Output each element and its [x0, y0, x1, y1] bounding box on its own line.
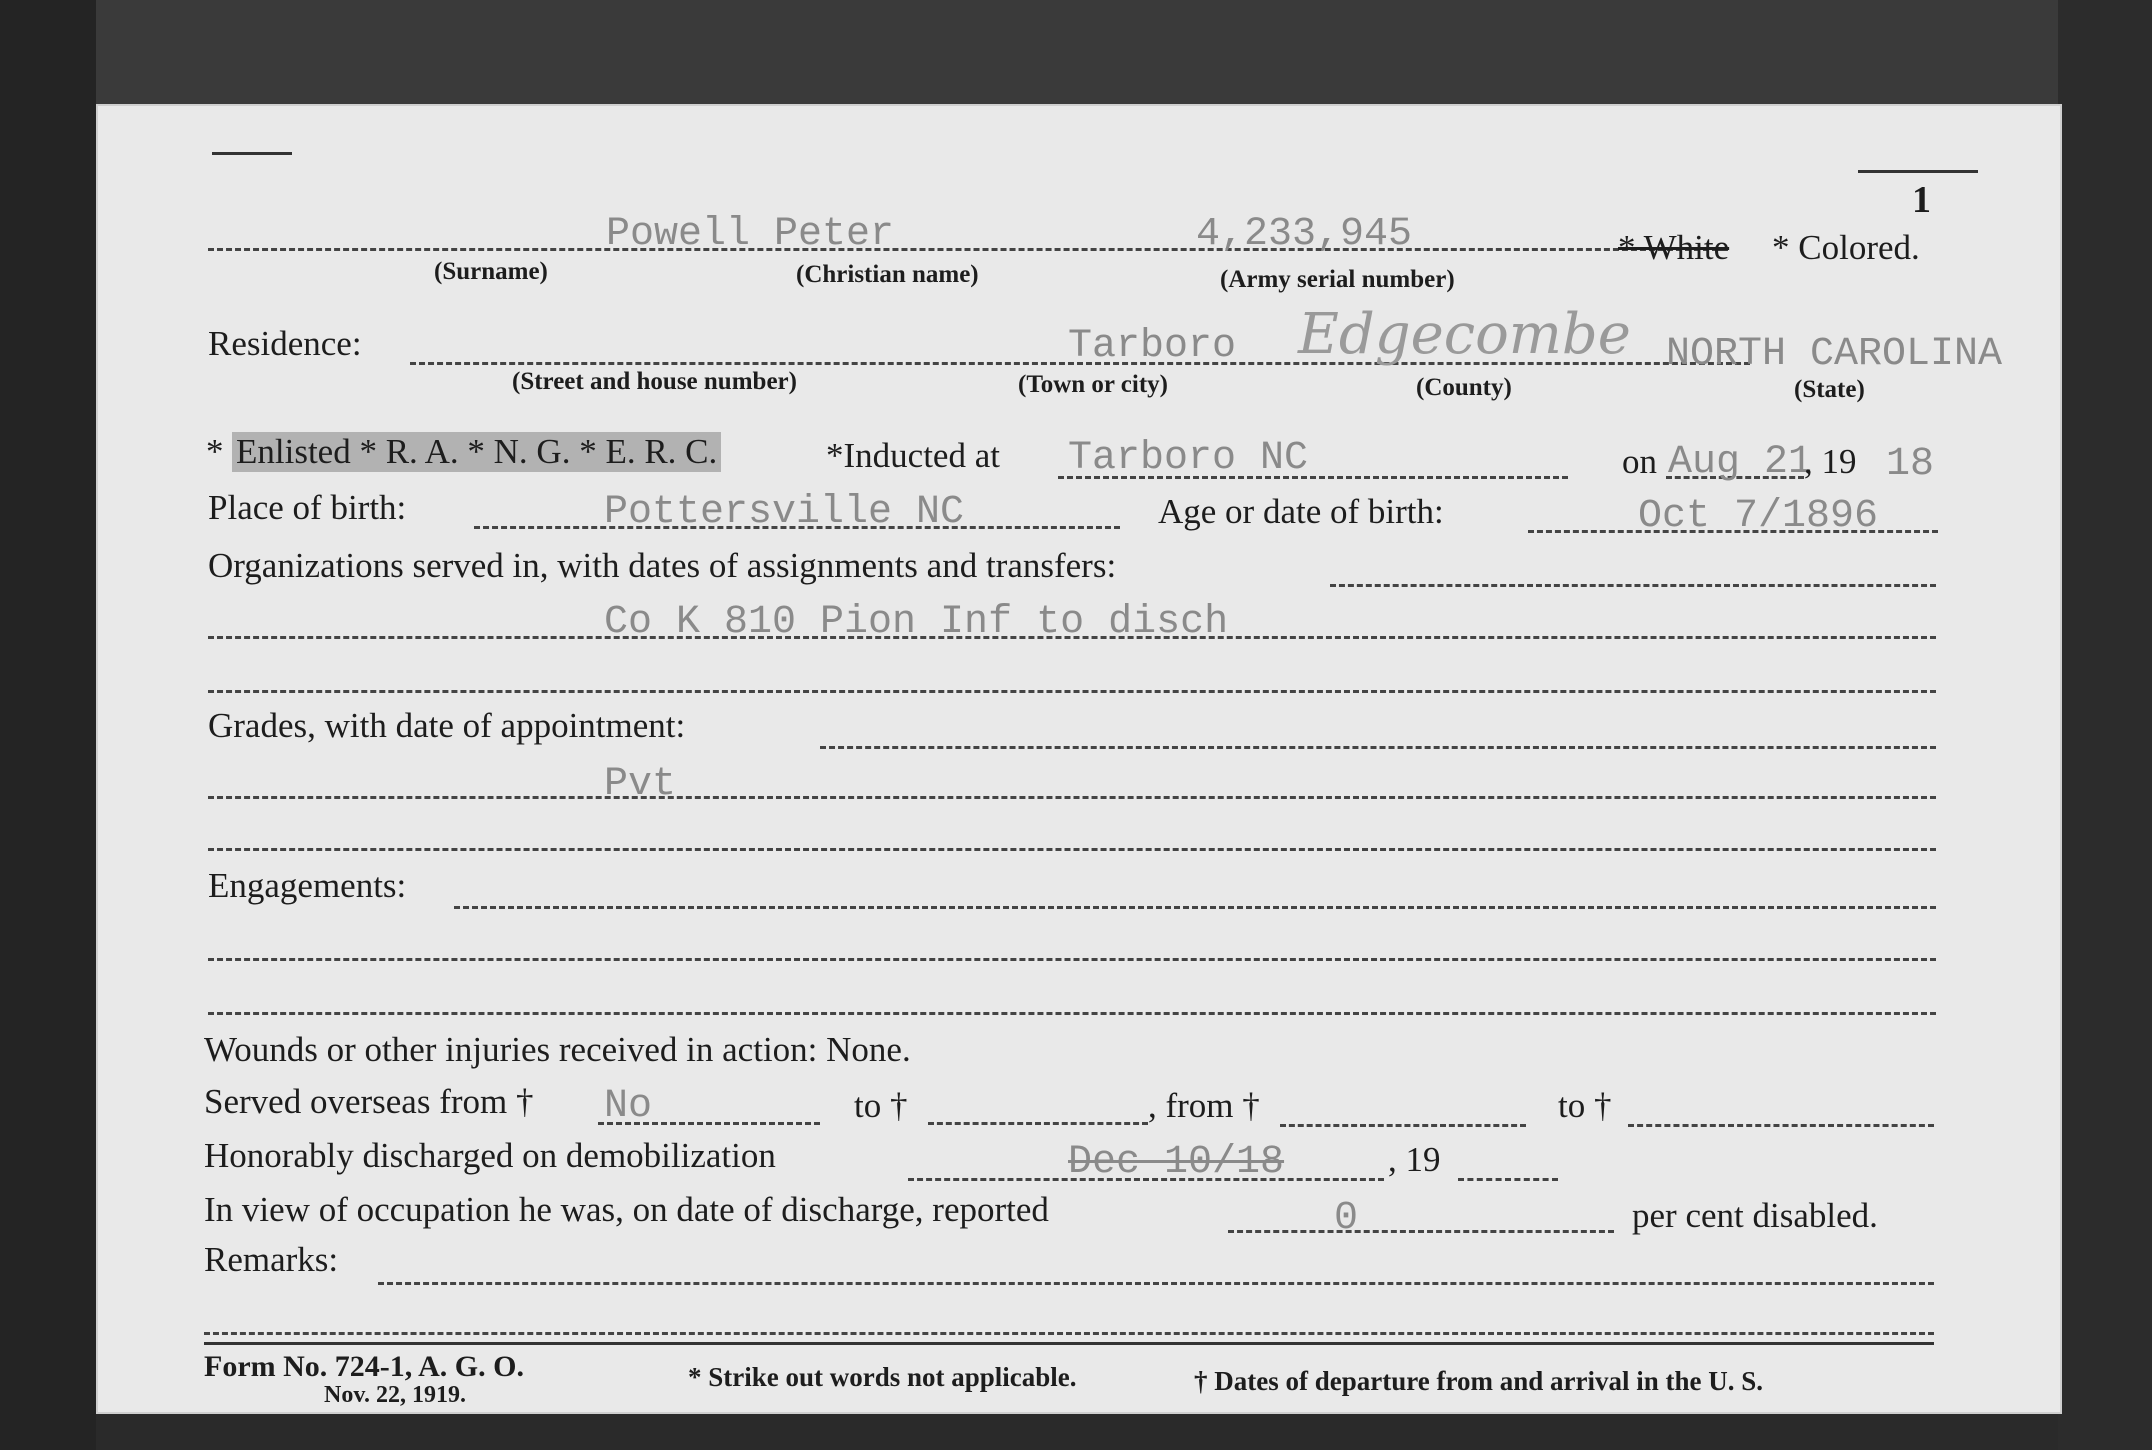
county-value: Edgecombe [1298, 302, 1631, 367]
grades-line-1 [820, 746, 1936, 749]
footnote-dates: † Dates of departure from and arrival in the U. S. [1194, 1366, 1763, 1396]
overseas-value: No [604, 1084, 653, 1129]
overseas-label: Served overseas from † [204, 1082, 534, 1121]
birth-place-label: Place of birth: [208, 488, 407, 527]
record-card [96, 104, 2062, 1414]
christian-name-caption: (Christian name) [796, 261, 979, 288]
wounds-label: Wounds or other injuries received in action: None. [204, 1030, 911, 1069]
serial-value: 4,233,945 [1196, 212, 1413, 257]
engagements-label: Engagements: [208, 866, 407, 905]
inducted-value: Tarboro NC [1068, 436, 1309, 481]
inducted-year-value: 18 [1886, 442, 1935, 487]
enlisted-prefix: * [206, 432, 224, 471]
remarks-line-1 [378, 1282, 1934, 1285]
name-line [208, 248, 1718, 251]
form-label: Form No. 724-1, A. G. O. [204, 1350, 524, 1383]
discharged-year-line [1458, 1178, 1558, 1181]
on-label: on [1622, 442, 1657, 481]
card-number: 1 [1912, 179, 1931, 221]
enlisted-options: Enlisted * R. A. * N. G. * E. R. C. [232, 432, 721, 472]
disabled-suffix: per cent disabled. [1632, 1196, 1878, 1235]
disabled-line [1228, 1230, 1614, 1233]
serial-caption: (Army serial number) [1220, 266, 1455, 293]
discharged-year: , 19 [1388, 1140, 1441, 1179]
overseas-to-line-2 [1628, 1124, 1934, 1127]
organizations-value: Co K 810 Pion Inf to disch [604, 600, 1229, 645]
discharged-label: Honorably discharged on demobilization [204, 1136, 776, 1175]
top-left-rule [212, 152, 292, 155]
engagements-line-3 [208, 1012, 1936, 1015]
discharged-value: Dec 10/18 [1068, 1140, 1285, 1185]
overseas-from-line-2 [1280, 1124, 1526, 1127]
inducted-date-value: Aug 21 [1668, 440, 1813, 485]
state-caption: (State) [1794, 376, 1865, 403]
race-colored: * Colored. [1772, 228, 1920, 267]
street-caption: (Street and house number) [512, 368, 797, 395]
overseas-to-line-1 [928, 1122, 1148, 1125]
birth-date-value: Oct 7/1896 [1638, 494, 1879, 539]
organizations-line-3 [208, 690, 1936, 693]
age-label: Age or date of birth: [1158, 492, 1444, 531]
birth-place-value: Pottersville NC [604, 490, 965, 535]
town-caption: (Town or city) [1018, 371, 1168, 398]
surname-caption: (Surname) [434, 258, 548, 285]
occupation-label: In view of occupation he was, on date of discharge, reported [204, 1190, 1049, 1229]
from-label: , from † [1148, 1086, 1260, 1125]
race-white: * White [1618, 228, 1730, 267]
scanner-background-right [2058, 0, 2152, 1450]
to-label-1: to † [854, 1086, 908, 1125]
state-value: NORTH CAROLINA [1666, 332, 2003, 377]
to-label-2: to † [1558, 1086, 1612, 1125]
disabled-value: 0 [1334, 1196, 1359, 1241]
scanner-background-top [0, 0, 2152, 105]
name-value: Powell Peter [606, 212, 895, 257]
county-caption: (County) [1416, 374, 1512, 401]
scanner-background-left [0, 0, 96, 1450]
organizations-line-1 [1330, 584, 1936, 587]
remarks-label: Remarks: [204, 1240, 339, 1279]
grades-label: Grades, with date of appointment: [208, 706, 686, 745]
form-date: Nov. 22, 1919. [324, 1382, 467, 1408]
footer-rule [204, 1342, 1934, 1345]
top-right-rule [1858, 170, 1978, 173]
engagements-line-1 [454, 906, 1936, 909]
town-value: Tarboro [1068, 324, 1237, 369]
remarks-line-2 [204, 1332, 1934, 1335]
grades-line-3 [208, 848, 1936, 851]
inducted-label: *Inducted at [826, 436, 1000, 475]
residence-label: Residence: [208, 324, 362, 363]
year-prefix: , 19 [1804, 442, 1857, 481]
grades-value: Pvt [604, 762, 677, 807]
grades-line-2 [208, 796, 1936, 799]
engagements-line-2 [208, 958, 1936, 961]
footnote-strike-out: * Strike out words not applicable. [688, 1362, 1077, 1392]
organizations-label: Organizations served in, with dates of assignments and transfers: [208, 546, 1117, 585]
